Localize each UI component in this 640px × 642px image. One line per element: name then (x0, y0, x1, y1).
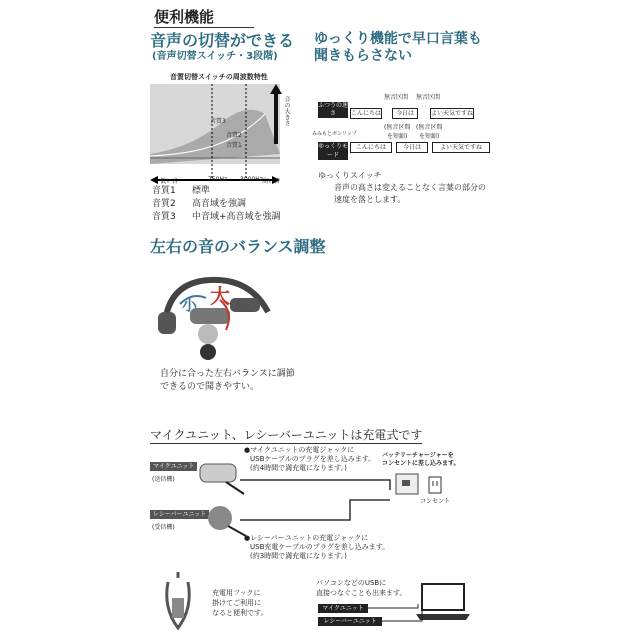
headset-illustration (150, 272, 280, 362)
word-box-1: こんにちは (351, 110, 382, 117)
page-title: 便利機能 (154, 8, 215, 26)
quality-list (152, 185, 281, 224)
charging-title: マイクユニット、レシーバーユニットは充電式です (150, 428, 423, 442)
hook-note: 充電用フックに 掛けてご利用に なると便利です。 (212, 589, 268, 617)
receiver-unit-tag: レシーバーユニット (150, 510, 209, 519)
chart-title: 音質切替スイッチの周波数特性 (170, 73, 268, 81)
slow-mode-title-1: ゆっくり機能で早口言葉も (314, 31, 482, 47)
pc-note: パソコンなどのUSBに 直接つなぐことも出来ます。 (316, 579, 407, 597)
axis-right-label: 高い音 (262, 178, 281, 185)
balance-desc: 自分に合った左右バランスに調節 できるので聞きやすい。 (160, 369, 295, 392)
slow-word-box-3: よい天気ですね (432, 142, 490, 153)
shorten-note-1: (無音区間 を短縮) (384, 124, 411, 140)
pc-cable-lines (368, 604, 428, 628)
axis-mid2-label: 3000Hz (240, 176, 263, 183)
volume-arrow-icon (270, 84, 280, 144)
mic-unit-tag: マイクユニット (150, 462, 197, 471)
hook-icon (158, 568, 208, 638)
slow-switch-title: ゆっくりスイッチ (318, 171, 382, 180)
silence-label-2: 無音区間 (416, 94, 441, 101)
quality-item: 音質1 標準 (152, 186, 211, 196)
frequency-chart (150, 72, 290, 190)
charging-hook-illustration (158, 568, 208, 642)
receiver-unit-sub: (受信機) (152, 524, 175, 531)
charger-note: バッテリーチャージャーを コンセントに差し込みます。 (382, 452, 460, 467)
receiver-charge-note: ●レシーバーユニットの充電ジャックに USB充電ケーブルのプラグを差し込みます。 (約3時間で満充電になります。) (244, 534, 390, 560)
normal-speed-sub: みみもとボンリップ (312, 131, 357, 137)
slow-mode-title-2: 聞きもらさない (314, 48, 412, 64)
axis-left-label: 低い音 (160, 178, 179, 185)
label-curve1: 音質1 (226, 142, 242, 149)
cable-lines (240, 470, 400, 530)
chart-svg (150, 84, 290, 184)
word-box-3: よい天気ですね (431, 110, 474, 117)
mic-unit-illustration (196, 456, 246, 500)
word-box-2: 今日は (392, 108, 418, 119)
quality-item: 音質3 中音域+高音域を強調 (152, 212, 281, 222)
chart-ylabel: 音の大きさ (283, 96, 290, 126)
label-curve3: 音質3 (210, 118, 226, 125)
slow-mode-label: ゆっくりモード (318, 143, 348, 159)
mic-unit-sub: (送信機) (152, 476, 175, 483)
mic-charge-note: ●マイクユニットの充電ジャックに USBケーブルのプラグを差し込みます。 (約4時間で満充電になります。) (244, 446, 376, 472)
normal-speed-label: ふつうの速さ (318, 102, 349, 117)
outlet-label: コンセント (420, 498, 451, 505)
pc-receiver-unit-label: レシーバーユニット (318, 617, 382, 626)
slow-word-box-2: 今日は (396, 142, 428, 153)
balance-big-label: 大 (210, 284, 230, 308)
axis-mid1-label: 750Hz (208, 176, 228, 183)
sound-switch-subtitle: (音声切替スイッチ・3段階) (152, 51, 278, 62)
sound-switch-title: 音声の切替ができる (150, 31, 295, 50)
page-header (154, 6, 254, 28)
slow-switch-desc: ゆっくりスイッチ 音声の高さは変えることなく言葉の部分の 速度を落とします。 (318, 171, 486, 204)
shorten-note-2: (無音区間 を短縮) (416, 124, 443, 140)
outlet-icon (428, 476, 442, 498)
slow-word-box-1: こんにちは (350, 142, 392, 153)
label-curve2: 音質2 (226, 132, 242, 139)
balance-small-label: 小 (182, 296, 198, 314)
pc-mic-unit-label: マイクユニット (318, 604, 368, 613)
quality-item: 音質2 高音域を強調 (152, 199, 247, 209)
balance-title: 左右の音のバランス調整 (150, 237, 326, 256)
silence-label-1: 無音区間 (384, 94, 409, 101)
